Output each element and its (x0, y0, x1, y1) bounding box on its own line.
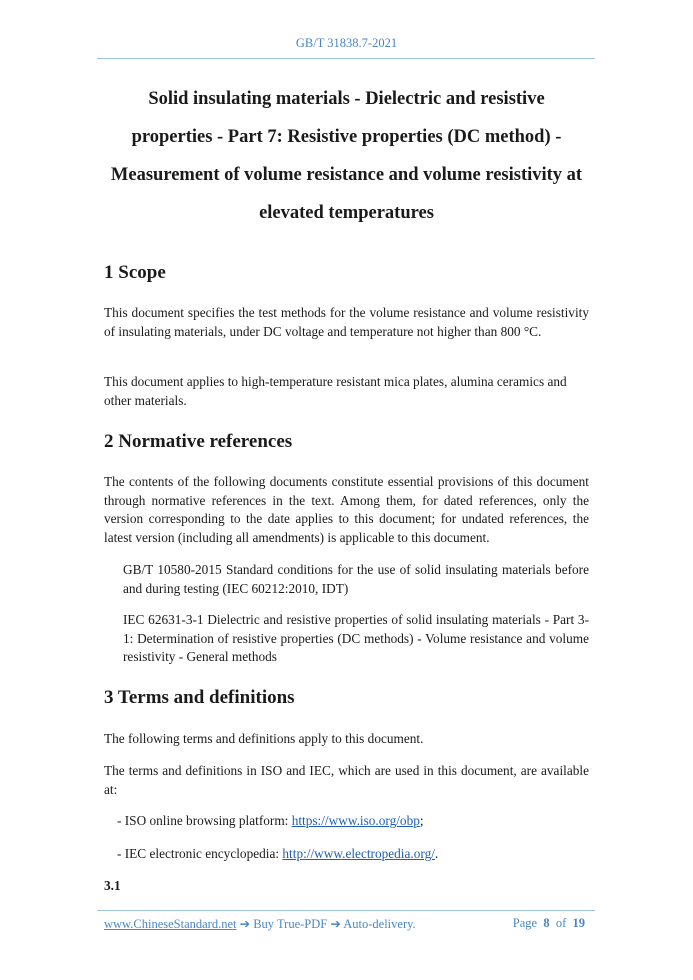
title-line-2: properties - Part 7: Resistive properties (DC method) - (131, 127, 562, 147)
iec-encyclopedia-suffix: . (434, 846, 439, 861)
normative-paragraph: The contents of the following documents constitute essential provisions of this document through normative references in the text. Among them, for dated references, only the version corresponding to the date applies to this document; for undated references, the latest version (including all amendments) is applicable to this document. (104, 474, 589, 545)
page-of-label: of (555, 916, 567, 930)
iec-encyclopedia-item (117, 845, 583, 864)
title-line-4: elevated temperatures (259, 203, 434, 223)
normative-reference-2: IEC 62631-3-1 Dielectric and resistive properties of solid insulating materials - Part 3-1: Determination of resistive properties (DC methods) - Volume resistance and volume resistivity - General methods (123, 612, 589, 664)
terms-paragraph-1: The following terms and definitions apply to this document. (104, 731, 424, 746)
iso-platform-item (117, 812, 583, 831)
iso-platform-link[interactable]: https://www.iso.org/obp (291, 813, 420, 828)
scope-paragraph-2: This document applies to high-temperature resistant mica plates, alumina ceramics and other materials. (104, 374, 567, 408)
iec-encyclopedia-link[interactable]: http://www.electropedia.org/ (282, 846, 435, 861)
scope-paragraph-1: This document specifies the test methods for the volume resistance and volume resistivity of insulating materials, under DC voltage and temperature not higher than 800 °C. (104, 305, 589, 339)
page-indicator (513, 916, 585, 931)
section-heading-terms: 3 Terms and definitions (104, 687, 295, 708)
page-label: Page (512, 916, 538, 930)
title-line-1: Solid insulating materials - Dielectric and resistive (148, 89, 545, 109)
clause-number: 3.1 (104, 878, 121, 893)
footer-promo (104, 916, 416, 932)
document-title (90, 80, 603, 232)
section-heading-scope: 1 Scope (104, 262, 166, 283)
footer-divider (97, 910, 595, 911)
title-line-3: Measurement of volume resistance and volume resistivity at (110, 165, 583, 185)
page-current: 8 (543, 916, 550, 930)
footer-site-link[interactable]: www.ChineseStandard.net (104, 917, 237, 931)
iso-platform-label: - ISO online browsing platform: (117, 813, 292, 828)
page-header: GB/T 31838.7-2021 (295, 36, 398, 50)
page-total: 19 (572, 916, 585, 930)
section-heading-normative-references: 2 Normative references (104, 431, 293, 452)
terms-paragraph-2: The terms and definitions in ISO and IEC, which are used in this document, are available at: (104, 763, 589, 797)
header-divider (97, 58, 595, 59)
normative-reference-1: GB/T 10580-2015 Standard conditions for the use of solid insulating materials before and during testing (IEC 60212:2010, IDT) (123, 562, 589, 596)
iso-platform-suffix: ; (419, 813, 424, 828)
footer-promo-text: ➔ Buy True-PDF ➔ Auto-delivery. (236, 917, 416, 931)
iec-encyclopedia-label: - IEC electronic encyclopedia: (117, 846, 283, 861)
